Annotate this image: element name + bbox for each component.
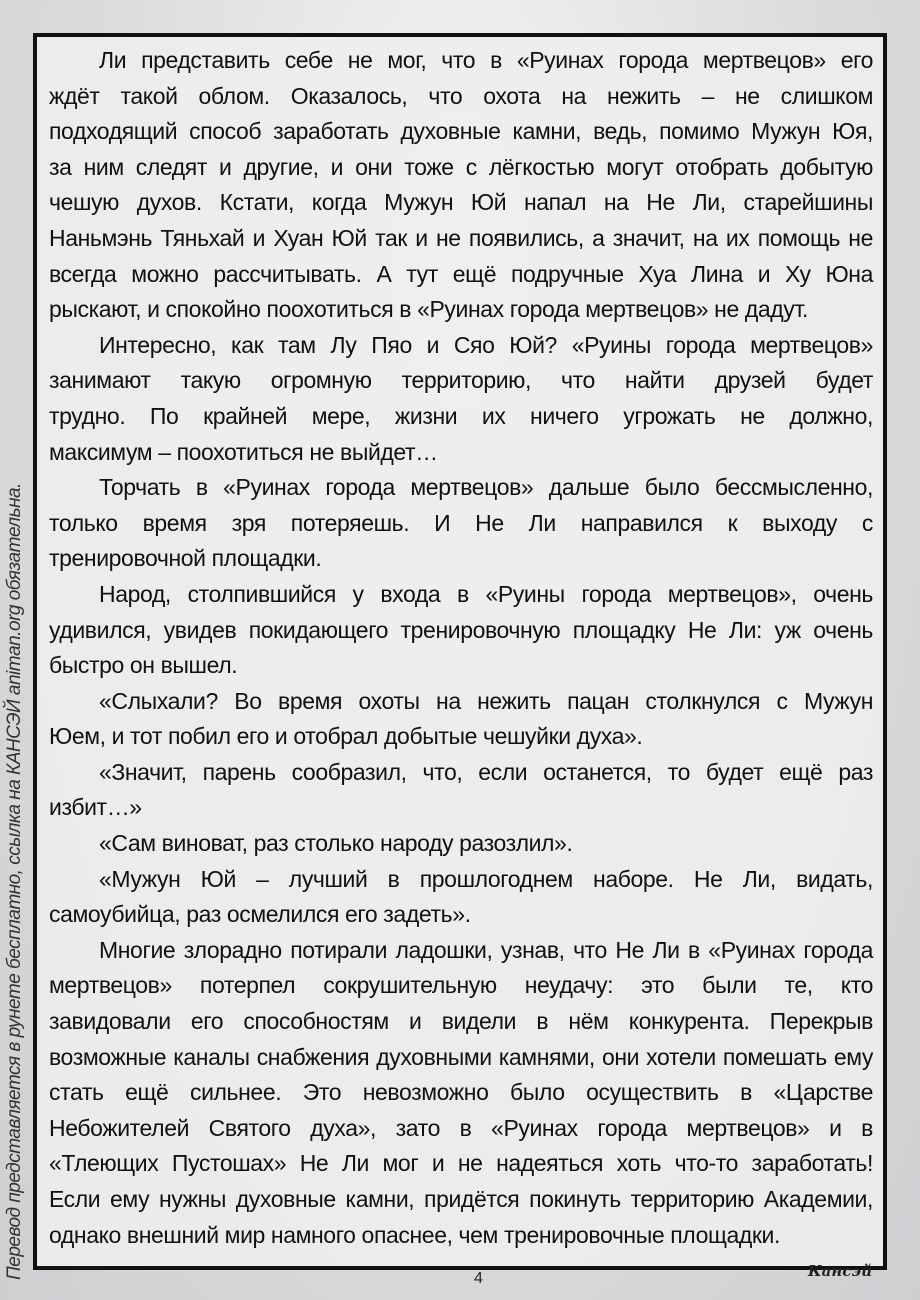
text-line: трудно. По крайней мере, жизни их ничего угрожать не должно, — [49, 402, 873, 429]
kansei-logo: Кансэй — [808, 1262, 873, 1280]
paragraph — [49, 755, 873, 826]
text-line: «Слыхали? Во время охоты на нежить пацан столкнулся с Мужун — [99, 687, 873, 714]
text-line: быстро он вышел. — [49, 652, 238, 679]
text-line: «Мужун Юй – лучший в прошлогоднем наборе. Не Ли, видать, — [99, 865, 873, 892]
text-line: мертвецов» потерпел сокрушительную неудачу: это были те, кто — [49, 972, 873, 999]
body-text — [49, 43, 873, 1253]
text-line: максимум – поохотиться не выйдет… — [49, 438, 438, 465]
text-line: чешую духов. Кстати, когда Мужун Юй напал на Не Ли, старейшины — [49, 189, 873, 216]
text-line: стать ещё сильнее. Это невозможно было осуществить в «Царстве — [49, 1079, 873, 1106]
text-line: «Значит, парень сообразил, что, если останется, то будет ещё раз — [99, 758, 873, 785]
text-line: удивился, увидев покидающего тренировочную площадку Не Ли: уж очень — [49, 616, 873, 643]
text-line: только время зря потеряешь. И Не Ли направился к выходу с — [49, 509, 873, 536]
text-line: тренировочной площадки. — [49, 545, 322, 572]
text-line: возможные каналы снабжения духовными камнями, они хотели помешать ему — [49, 1043, 873, 1070]
text-line: завидовали его способностям и видели в нём конкурента. Перекрыв — [49, 1008, 873, 1035]
paragraph — [49, 862, 873, 933]
text-line: Наньмэнь Тяньхай и Хуан Юй так и не появились, а значит, на их помощь не — [49, 224, 873, 251]
paragraph — [49, 933, 873, 1253]
text-line: Интересно, как там Лу Пяо и Сяо Юй? «Руины города мертвецов» — [99, 331, 873, 358]
text-line: рыскают, и спокойно поохотиться в «Руинах города мертвецов» не дадут. — [49, 296, 808, 323]
text-line: занимают такую огромную территорию, что найти друзей будет — [49, 367, 873, 394]
page-number: 4 — [474, 1270, 483, 1287]
text-line: Ли представить себе не мог, что в «Руинах города мертвецов» его — [99, 47, 873, 73]
text-line: «Сам виноват, раз столько народу разозлил». — [99, 830, 573, 857]
text-line: Торчать в «Руинах города мертвецов» дальше было бессмысленно, — [99, 474, 873, 501]
text-line: ждёт такой облом. Оказалось, что охота на нежить – не слишком — [49, 82, 873, 109]
text-line: всегда можно рассчитывать. А тут ещё подручные Хуа Лина и Ху Юна — [49, 260, 873, 287]
text-frame — [33, 33, 887, 1270]
text-line: «Тлеющих Пустошах» Не Ли мог и не надеяться хоть что-то заработать! — [49, 1150, 873, 1177]
text-line: самоубийца, раз осмелился его задеть». — [49, 901, 471, 928]
paragraph — [49, 577, 873, 684]
paragraph — [49, 43, 873, 328]
text-line: Если ему нужны духовные камни, придётся покинуть территорию Академии, — [49, 1186, 873, 1212]
paragraph — [49, 470, 873, 577]
text-line: Юем, и тот побил его и отобрал добытые чешуйки духа». — [49, 723, 643, 750]
text-line: однако внешний мир намного опаснее, чем тренировочные площадки. — [49, 1221, 780, 1248]
paragraph — [49, 826, 873, 862]
translation-notice: Перевод представляется в рунете бесплатно, ссылка на КАНСЭЙ animan.org обязательна. — [4, 483, 25, 1280]
text-line: подходящий способ заработать духовные камни, ведь, помимо Мужун Юя, — [49, 118, 873, 145]
text-line: Народ, столпившийся у входа в «Руины города мертвецов», очень — [99, 580, 873, 607]
text-line: Многие злорадно потирали ладошки, узнав, что Не Ли в «Руинах города — [99, 936, 873, 963]
text-line: Небожителей Святого духа», зато в «Руинах города мертвецов» и в — [49, 1114, 873, 1141]
paragraph — [49, 684, 873, 755]
text-line: избит…» — [49, 794, 142, 821]
paragraph — [49, 328, 873, 470]
text-line: за ним следят и другие, и они тоже с лёгкостью могут отобрать добытую — [49, 153, 873, 180]
